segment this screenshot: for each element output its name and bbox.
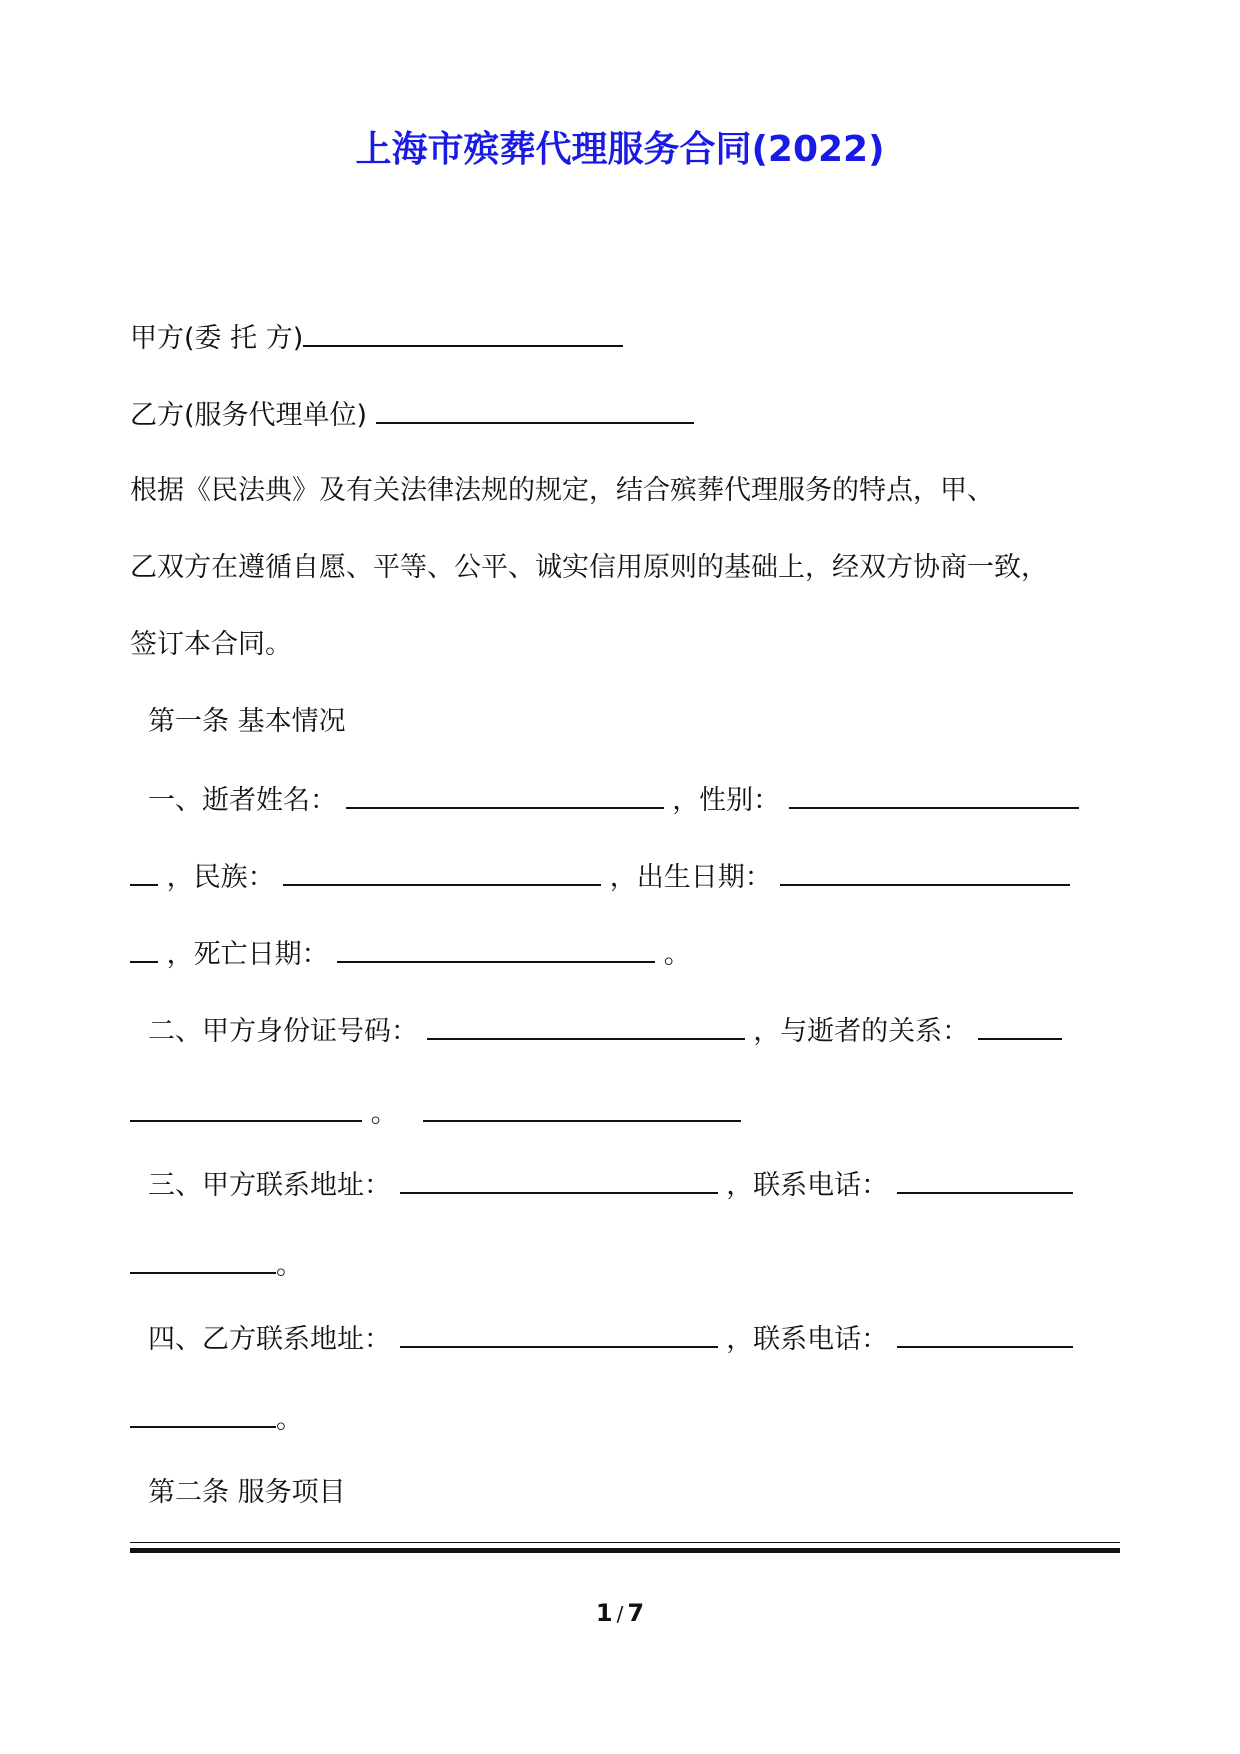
item-4-row-1 xyxy=(148,1318,1138,1360)
party-a-id-label: 二、甲方身份证号码： xyxy=(148,1016,418,1047)
item-1-row-3 xyxy=(130,933,1120,975)
party-a-id-blank[interactable] xyxy=(427,1010,745,1040)
party-a-blank[interactable] xyxy=(303,317,623,347)
birth-date-blank-continued[interactable] xyxy=(130,933,158,963)
relation-blank-continued[interactable] xyxy=(130,1092,362,1122)
gender-label: ，性别： xyxy=(672,785,781,816)
footer-divider-thick xyxy=(130,1548,1120,1553)
preamble-line-1: 根据《民法典》及有关法律法规的规定，结合殡葬代理服务的特点，甲、 xyxy=(130,475,994,506)
party-b-phone-blank[interactable] xyxy=(897,1318,1073,1348)
preamble-line-3: 签订本合同。 xyxy=(130,629,292,660)
article-1-heading: 第一条 基本情况 xyxy=(148,706,346,737)
item-1-row-2 xyxy=(130,856,1120,898)
deceased-name-blank[interactable] xyxy=(346,779,664,809)
party-a-address-blank[interactable] xyxy=(400,1164,718,1194)
item-4-row-2 xyxy=(130,1398,1120,1440)
item-3-row-1 xyxy=(148,1164,1138,1206)
birth-date-blank[interactable] xyxy=(780,856,1070,886)
item-2-end: 。 xyxy=(370,1098,398,1129)
birth-date-label: ，出生日期： xyxy=(609,862,772,893)
party-b-label: 乙方(服务代理单位) xyxy=(130,400,368,431)
item-3-row-2 xyxy=(130,1244,1120,1286)
gender-blank[interactable] xyxy=(789,779,1079,809)
party-a-phone-blank-continued[interactable] xyxy=(130,1244,276,1274)
party-a-label: 甲方(委 托 方) xyxy=(130,323,304,354)
party-a-phone-label: ，联系电话： xyxy=(726,1170,889,1201)
page-current: 1 xyxy=(595,1599,613,1627)
relation-label: ，与逝者的关系： xyxy=(753,1016,970,1047)
death-date-label: ，死亡日期： xyxy=(166,939,329,970)
deceased-name-label: 一、逝者姓名： xyxy=(148,785,337,816)
footer-divider-thin xyxy=(130,1542,1120,1543)
extra-blank[interactable] xyxy=(423,1092,741,1122)
page-number xyxy=(0,1596,1240,1631)
item-1-row-1 xyxy=(148,779,1138,821)
party-b-phone-blank-continued[interactable] xyxy=(130,1398,276,1428)
gender-blank-continued[interactable] xyxy=(130,856,158,886)
party-b-line xyxy=(130,394,1120,436)
item-1-end: 。 xyxy=(663,939,691,970)
ethnicity-blank[interactable] xyxy=(283,856,601,886)
article-2-heading: 第二条 服务项目 xyxy=(148,1477,346,1508)
party-b-blank[interactable] xyxy=(376,394,694,424)
preamble-line-2: 乙双方在遵循自愿、平等、公平、诚实信用原则的基础上，经双方协商一致， xyxy=(130,552,1048,583)
item-2-row-2 xyxy=(130,1092,1120,1134)
item-2-row-1 xyxy=(148,1010,1138,1052)
party-a-address-label: 三、甲方联系地址： xyxy=(148,1170,391,1201)
party-a-line xyxy=(130,317,1120,359)
item-3-end: 。 xyxy=(276,1250,303,1281)
page-separator: / xyxy=(616,1602,624,1626)
party-a-phone-blank[interactable] xyxy=(897,1164,1073,1194)
document-title: 上海市殡葬代理服务合同(2022) xyxy=(355,129,885,170)
item-4-end: 。 xyxy=(276,1404,303,1435)
party-b-address-label: 四、乙方联系地址： xyxy=(148,1324,391,1355)
party-b-address-blank[interactable] xyxy=(400,1318,718,1348)
ethnicity-label: ，民族： xyxy=(166,862,275,893)
death-date-blank[interactable] xyxy=(337,933,655,963)
page-total: 7 xyxy=(627,1599,645,1627)
party-b-phone-label: ，联系电话： xyxy=(726,1324,889,1355)
relation-blank[interactable] xyxy=(978,1010,1062,1040)
